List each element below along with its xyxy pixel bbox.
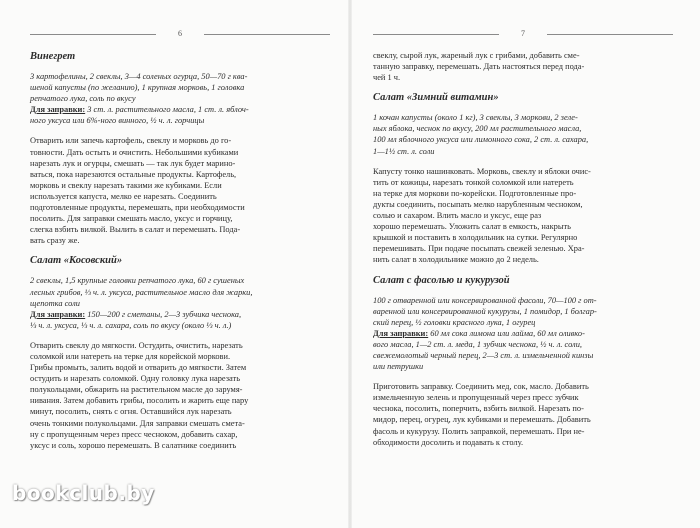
recipe-title: Салат «Косовский» bbox=[30, 255, 123, 267]
recipe-continuation: свеклу, сырой лук, жареный лук с грибами, добавить сме- танную заправку, перемешать. Дать настояться перед пода- чей 1 ч. bbox=[373, 51, 585, 83]
page-number: 6 bbox=[178, 29, 182, 38]
ingredients-block bbox=[373, 295, 673, 373]
left-page bbox=[30, 28, 330, 457]
dressing-list: Для заправки: 150—200 г сметаны, 2—3 зубчика чеснока, ⅓ ч. л. уксуса, ⅓ ч. л. сахара, соль по вкусу (около ⅓ ч. л.) bbox=[30, 309, 242, 330]
page-number: 7 bbox=[521, 29, 525, 38]
ingredients-list: 100 г отваренной или консервированной фасоли, 70—100 г от- варенной или консервированной кукурузы, 1 помидор, 1 болгар- ский перец, ½ головки красного лука, 1 огурец bbox=[373, 295, 597, 327]
page-header bbox=[30, 28, 330, 42]
recipe-instructions: Капусту тонко нашинковать. Морковь, свеклу и яблоки очис- тить от кожицы, нарезать тонкой соломкой или натереть на терке для моркови по-корейски. Подготовленные про- дукты соединить, посыпать мелко нарубленным чесноком, солью и сахаром. Влить масло и уксус, еще раз хорошо перемешать. Уложить салат в емкость, накрыть крышкой и поставить в холодильник на сутки. Регулярно перемешивать. При подаче посыпать свежей зеленью. Хра- нить салат в холодильнике можно до 2 недель. bbox=[373, 166, 591, 265]
ingredients-list: 3 картофелины, 2 свеклы, 3—4 соленых огурца, 50—70 г ква- шеной капусты (по желанию), 1 крупная морковь, 1 головка репчатого лука, соль по вкусу bbox=[30, 72, 248, 104]
dressing-label: Для заправки: bbox=[373, 328, 429, 338]
ingredients-list: 1 кочан капусты (около 1 кг), 3 свеклы, 3 моркови, 2 зеле- ных яблока, чеснок по вкусу, 200 мл растительного масла, 100 мл яблочного уксуса или лимонного сока, 2 ст. л. сахара, 1—1½ ст. л. соли bbox=[373, 113, 589, 156]
page-header bbox=[373, 28, 673, 42]
recipe-instructions: Отварить или запечь картофель, свеклу и морковь до го- товности. Дать остыть и очистить. Небольшими кубиками нарезать лук и огурцы, смешать — так лук будет марино- ваться, пока нарезаются остальные продукты. Картофель, морковь и свеклу нарезать такими же кубиками. Если используется капуста, мелко ее нарезать. Соединить подготовленные продукты, перемешать, при необходимости посолить. Для заправки смешать масло, уксус и горчицу, слегка взбить вилкой. Вылить в салат и перемешать. Пода- вать сразу же. bbox=[30, 136, 245, 246]
header-rule-right bbox=[547, 34, 673, 35]
book-gutter bbox=[348, 0, 352, 528]
ingredients-block bbox=[373, 112, 673, 156]
dressing-label: Для заправки: bbox=[30, 309, 86, 319]
header-rule-right bbox=[204, 34, 330, 35]
dressing-list: Для заправки: 3 ст. л. растительного масла, 1 ст. л. яблоч- ного уксуса или 6%-ного винного, ½ ч. л. горчицы bbox=[30, 105, 249, 126]
ingredients-block bbox=[30, 275, 330, 330]
recipe-title: Салат «Зимний витамин» bbox=[373, 92, 499, 104]
ingredients-block bbox=[30, 71, 330, 126]
recipe-instructions: Отварить свеклу до мягкости. Остудить, очистить, нарезать соломкой или натереть на терке для корейской моркови. Грибы промыть, залить водой и отварить до мягкости. Затем остудить и нарезать соломкой. Одну головку лука нарезать полукольцами, обжарить на растительном масле до зарумя- нивания. Затем добавить грибы, посолить и жарить еще пару минут, посолить, снять с огня. Оставшийся лук нарезать очень тонкими полукольцами. Для заправки смешать смета- ну с пропущенным через пресс чесноком, добавить сахар, уксус и соль, хорошо перемешать. В салатнике соединить bbox=[30, 340, 249, 450]
ingredients-list: 2 свеклы, 1,5 крупные головки репчатого лука, 60 г сушеных лесных грибов, ⅓ ч. л. уксуса, растительное масло для жарки, щепотка соли bbox=[30, 276, 253, 308]
recipe-title: Винегрет bbox=[30, 51, 76, 62]
dressing-label: Для заправки: bbox=[30, 105, 86, 115]
recipe-instructions: Приготовить заправку. Соединить мед, сок, масло. Добавить измельченную зелень и пропущенный через пресс зубчик чеснока, посолить, поперчить, взбить вилкой. Нарезать по- мидор, перец, огурец, лук кубиками и перемешать. Добавить фасоль и кукурузу. Полить заправкой, перемешать. При не- обходимости досолить и подавать к столу. bbox=[373, 382, 591, 447]
watermark-logo: bookclub.by bbox=[12, 481, 155, 505]
right-page bbox=[373, 28, 673, 454]
recipe-title: Салат с фасолью и кукурузой bbox=[373, 274, 510, 286]
dressing-list: Для заправки: 60 мл сока лимона или лайма, 60 мл оливко- вого масла, 1—2 ст. л. меда, 1 зубчик чеснока, ½ ч. л. соли, свежемолотый черный перец, 2—3 ст. л. измельченной кинзы или петрушки bbox=[373, 328, 594, 372]
